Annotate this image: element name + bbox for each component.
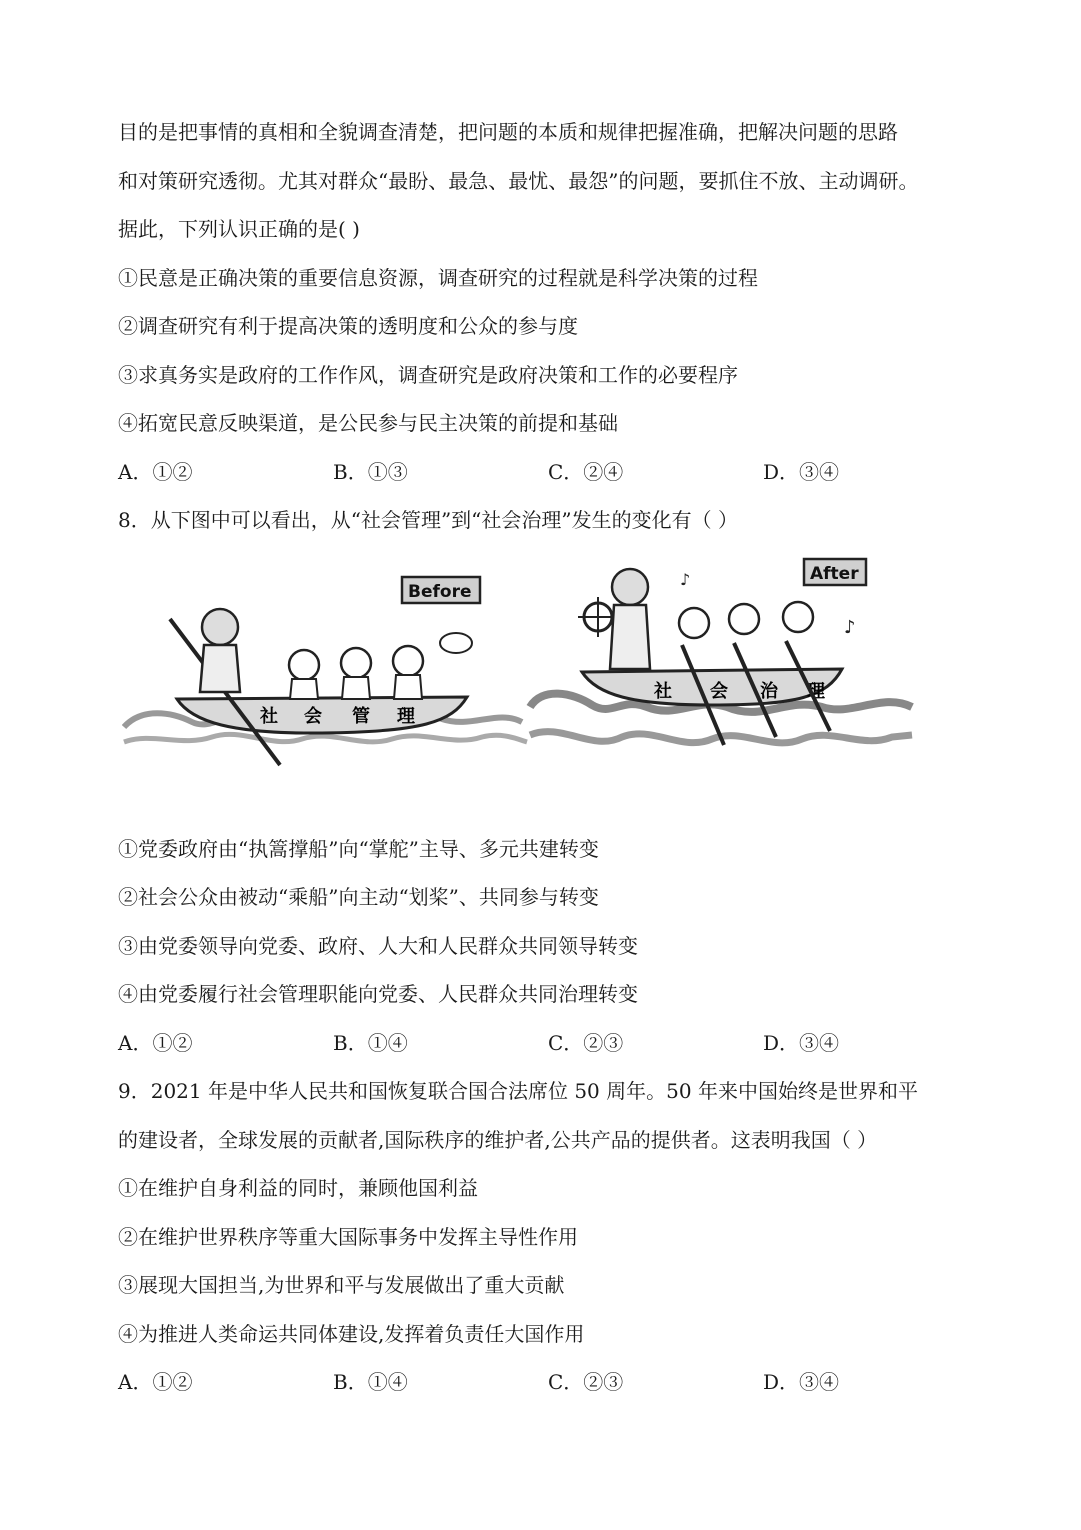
q7-stem-line-1: 目的是把事情的真相和全貌调查清楚，把问题的本质和规律把握准确，把解决问题的思路 [118, 120, 898, 144]
q7-statement-1: ①民意是正确决策的重要信息资源，调查研究的过程就是科学决策的过程 [118, 265, 758, 290]
q8-option-b[interactable]: B．①④ [333, 1030, 408, 1055]
q8-option-d[interactable]: D．③④ [763, 1030, 840, 1055]
q7-option-c[interactable]: C．②④ [548, 459, 624, 484]
q7-stem-line-3: 据此，下列认识正确的是( ) [118, 217, 360, 241]
q9-option-a[interactable]: A．①② [118, 1370, 193, 1394]
exam-page [118, 120, 978, 1419]
q9-option-d[interactable]: D．③④ [763, 1370, 840, 1394]
q9-statement-2: ②在维护世界秩序等重大国际事务中发挥主导性作用 [118, 1224, 578, 1249]
q7-statement-2: ②调查研究有利于提高决策的透明度和公众的参与度 [118, 314, 578, 338]
boat-illustration [122, 557, 914, 769]
q8-statement-1: ①党委政府由“执篙撑船”向“掌舵”主导、多元共建转变 [118, 836, 599, 861]
left-boat-char-3: 管 [352, 705, 370, 727]
q9-option-b[interactable]: B．①④ [333, 1370, 408, 1394]
q8-statement-3: ③由党委领导向党委、政府、人大和人民群众共同领导转变 [118, 933, 638, 958]
q8-option-c[interactable]: C．②③ [548, 1030, 624, 1055]
q7-options [118, 460, 978, 484]
q7-statement-3: ③求真务实是政府的工作作风，调查研究是政府决策和工作的必要程序 [118, 362, 738, 387]
left-boat-char-2: 会 [304, 705, 322, 727]
left-boat-char-1: 社 [260, 705, 278, 727]
right-boat-char-1: 社 [654, 680, 672, 702]
q8-stem: 8．从下图中可以看出，从“社会管理”到“社会治理”发生的变化有（ ） [118, 508, 738, 532]
svg-text:♪: ♪ [844, 616, 856, 638]
q7-stem-line-2: 和对策研究透彻。尤其对群众“最盼、最急、最忧、最怨”的问题，要抓住不放、主动调研。 [118, 168, 919, 193]
q9-statement-4: ④为推进人类命运共同体建设,发挥着负责任大国作用 [118, 1321, 585, 1346]
before-panel [124, 577, 527, 765]
q9-stem-line-2: 的建设者，全球发展的贡献者,国际秩序的维护者,公共产品的提供者。这表明我国（ ） [118, 1127, 878, 1152]
after-panel [530, 559, 912, 745]
before-badge: Before [408, 581, 472, 602]
q8-option-a[interactable]: A．①② [118, 1030, 193, 1055]
q9-statement-3: ③展现大国担当,为世界和平与发展做出了重大贡献 [118, 1273, 565, 1297]
right-boat-char-2: 会 [710, 680, 728, 702]
q8-options [118, 1031, 978, 1055]
q7-statement-4: ④拓宽民意反映渠道，是公民参与民主决策的前提和基础 [118, 411, 618, 435]
q9-statement-1: ①在维护自身利益的同时，兼顾他国利益 [118, 1176, 478, 1200]
q7-option-d[interactable]: D．③④ [763, 459, 840, 484]
q9-options [118, 1370, 978, 1394]
q8-statement-4: ④由党委履行社会管理职能向党委、人民群众共同治理转变 [118, 982, 638, 1006]
q9-option-c[interactable]: C．②③ [548, 1370, 624, 1394]
q7-option-a[interactable]: A．①② [118, 459, 193, 484]
q7-option-b[interactable]: B．①③ [333, 459, 408, 484]
right-boat-char-4: 理 [807, 680, 825, 702]
q8-statement-2: ②社会公众由被动“乘船”向主动“划桨”、共同参与转变 [118, 885, 599, 909]
svg-text:♪: ♪ [680, 569, 691, 589]
q9-stem-line-1: 9．2021 年是中华人民共和国恢复联合国合法席位 50 周年。50 年来中国始终是世界和平 [118, 1079, 918, 1103]
left-boat-char-4: 理 [397, 705, 415, 727]
right-boat-char-3: 治 [760, 680, 778, 702]
after-badge: After [810, 563, 859, 584]
boat-comparison-figure [122, 557, 914, 769]
